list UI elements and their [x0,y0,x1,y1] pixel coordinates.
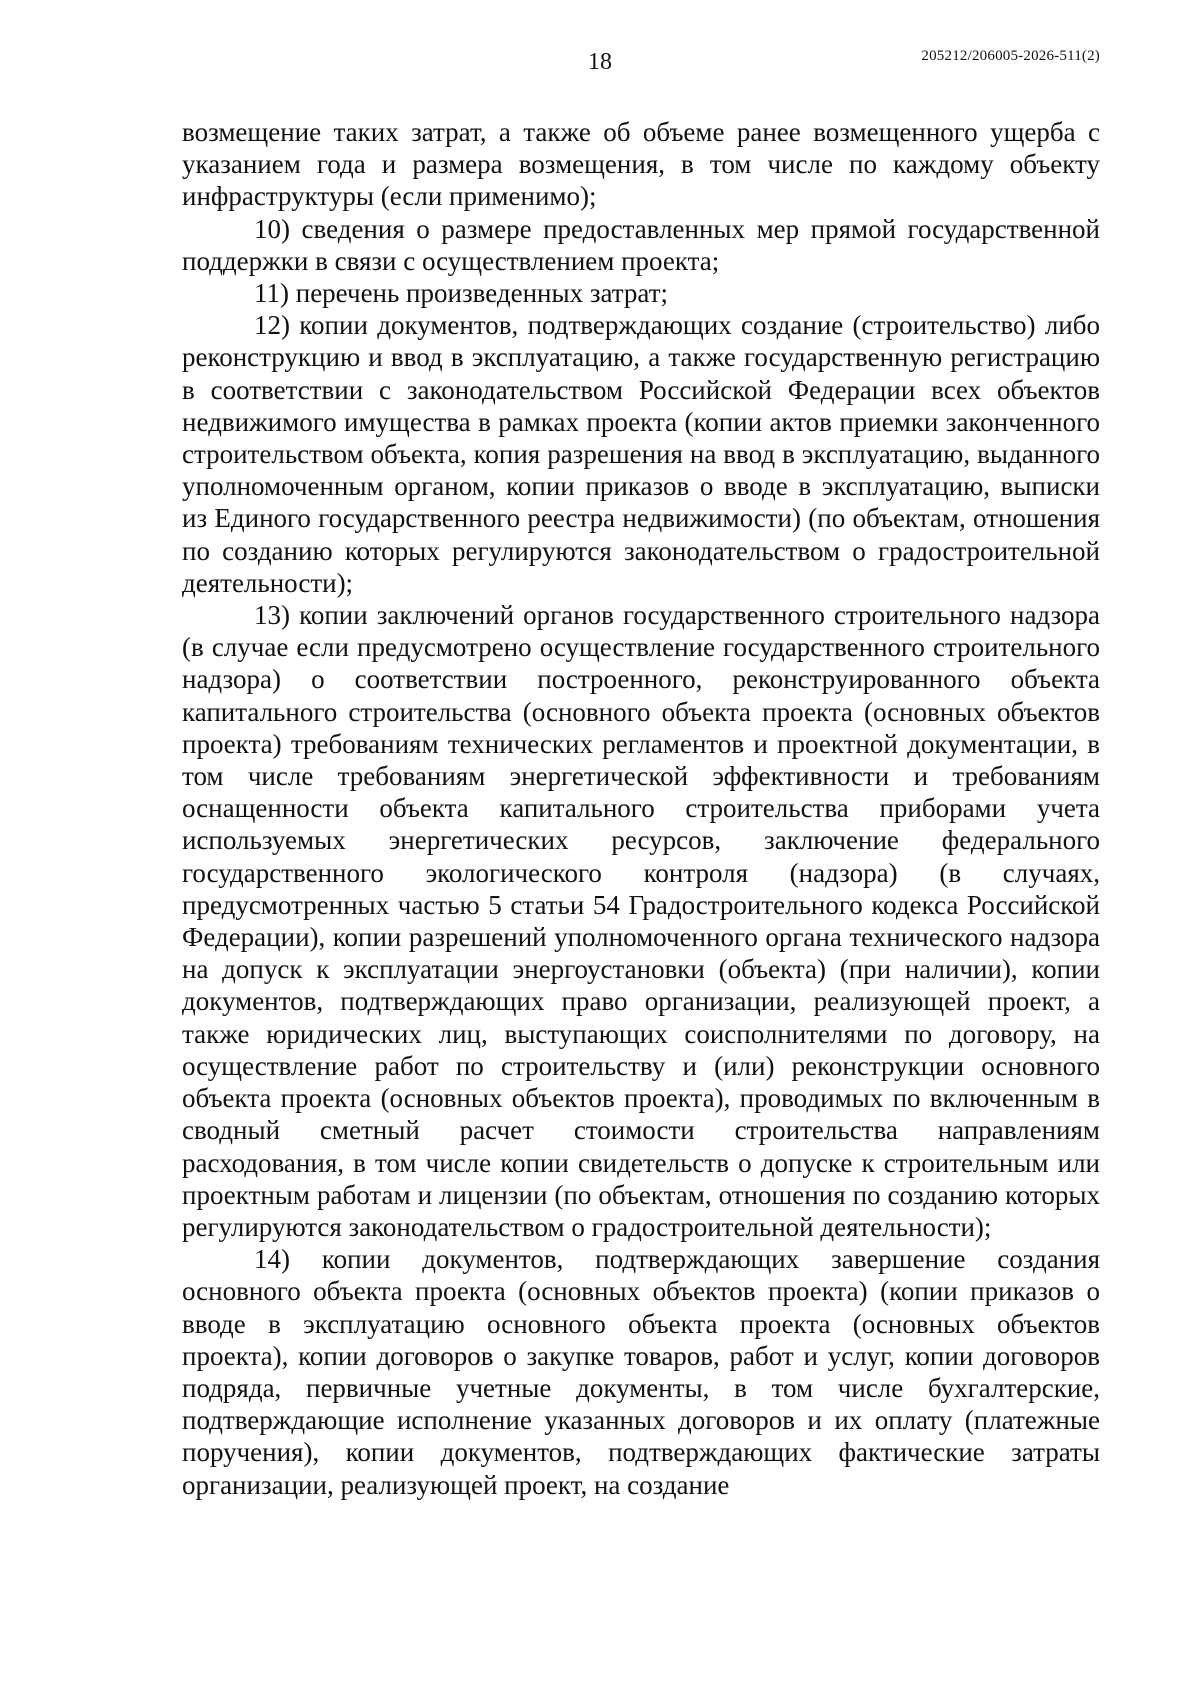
paragraph-continuation: возмещение таких затрат, а также об объеме ранее возмещенного ущерба с указанием года и размера возмещения, в том числе по каждому объекту инфраструктуры (если применимо); [182,117,1100,212]
paragraph-item-11: 11) перечень произведенных затрат; [254,278,669,309]
paragraph-item-13: 13) копии заключений органов государственного строительного надзора (в случае если предусмотрено осуществление государственного строительного надзора) о соответствии построенного, реконструированного объекта капитального строительства (основного объекта проекта (основных объектов проекта) требованиям технических регламентов и проектной документации, в том числе требованиям энергетической эффективности и требованиям оснащенности объекта капитального строительства приборами учета используемых энергетических ресурсов, заключение федерального государственного экологического контроля (надзора) (в случаях, предусмотренных частью 5 статьи 54 Градостроительного кодекса Российской Федерации), копии разрешений уполномоченного органа технического надзора на допуск к эксплуатации энергоустановки (объекта) (при наличии), копии документов, подтверждающих право организации, реализующей проект, а также юридических лиц, выступающих соисполнителями по договору, на осуществление работ по строительству и (или) реконструкции основного объекта проекта (основных объектов проекта), проводимых по включенным в сводный сметный расчет стоимости строительства направлениям расходования, в том числе копии свидетельств о допуске к строительным или проектным работам и лицензии (по объектам, отношения по созданию которых регулируются законодательством о градостроительной деятельности); [182,600,1100,1242]
document-id: 205212/206005-2026-511(2) [921,48,1100,64]
paragraph-item-10: 10) сведения о размере предоставленных мер прямой государственной поддержки в связи с осуществлением проекта; [182,213,1100,276]
paragraph-item-12: 12) копии документов, подтверждающих создание (строительство) либо реконструкцию и ввод в эксплуатацию, а также государственную регистрацию в соответствии с законодательством Российской Федерации всех объектов недвижимого имущества в рамках проекта (копии актов приемки законченного строительством объекта, копия разрешения на ввод в эксплуатацию, выданного уполномоченным органом, копии приказов о вводе в эксплуатацию, выписки из Единого государственного реестра недвижимости) (по объектам, отношения по созданию которых регулируются законодательством о градостроительной деятельности); [182,310,1100,598]
document-body [182,116,1100,1501]
paragraph-item-14: 14) копии документов, подтверждающих завершение создания основного объекта проекта (основных объектов проекта) (копии приказов о вводе в эксплуатацию основного объекта проекта (основных объектов проекта), копии договоров о закупке товаров, работ и услуг, копии договоров подряда, первичные учетные документы, в том числе бухгалтерские, подтверждающие исполнение указанных договоров и их оплату (платежные поручения), копии документов, подтверждающих фактические затраты организации, реализующей проект, на создание [182,1244,1100,1500]
page-number: 18 [588,49,612,75]
